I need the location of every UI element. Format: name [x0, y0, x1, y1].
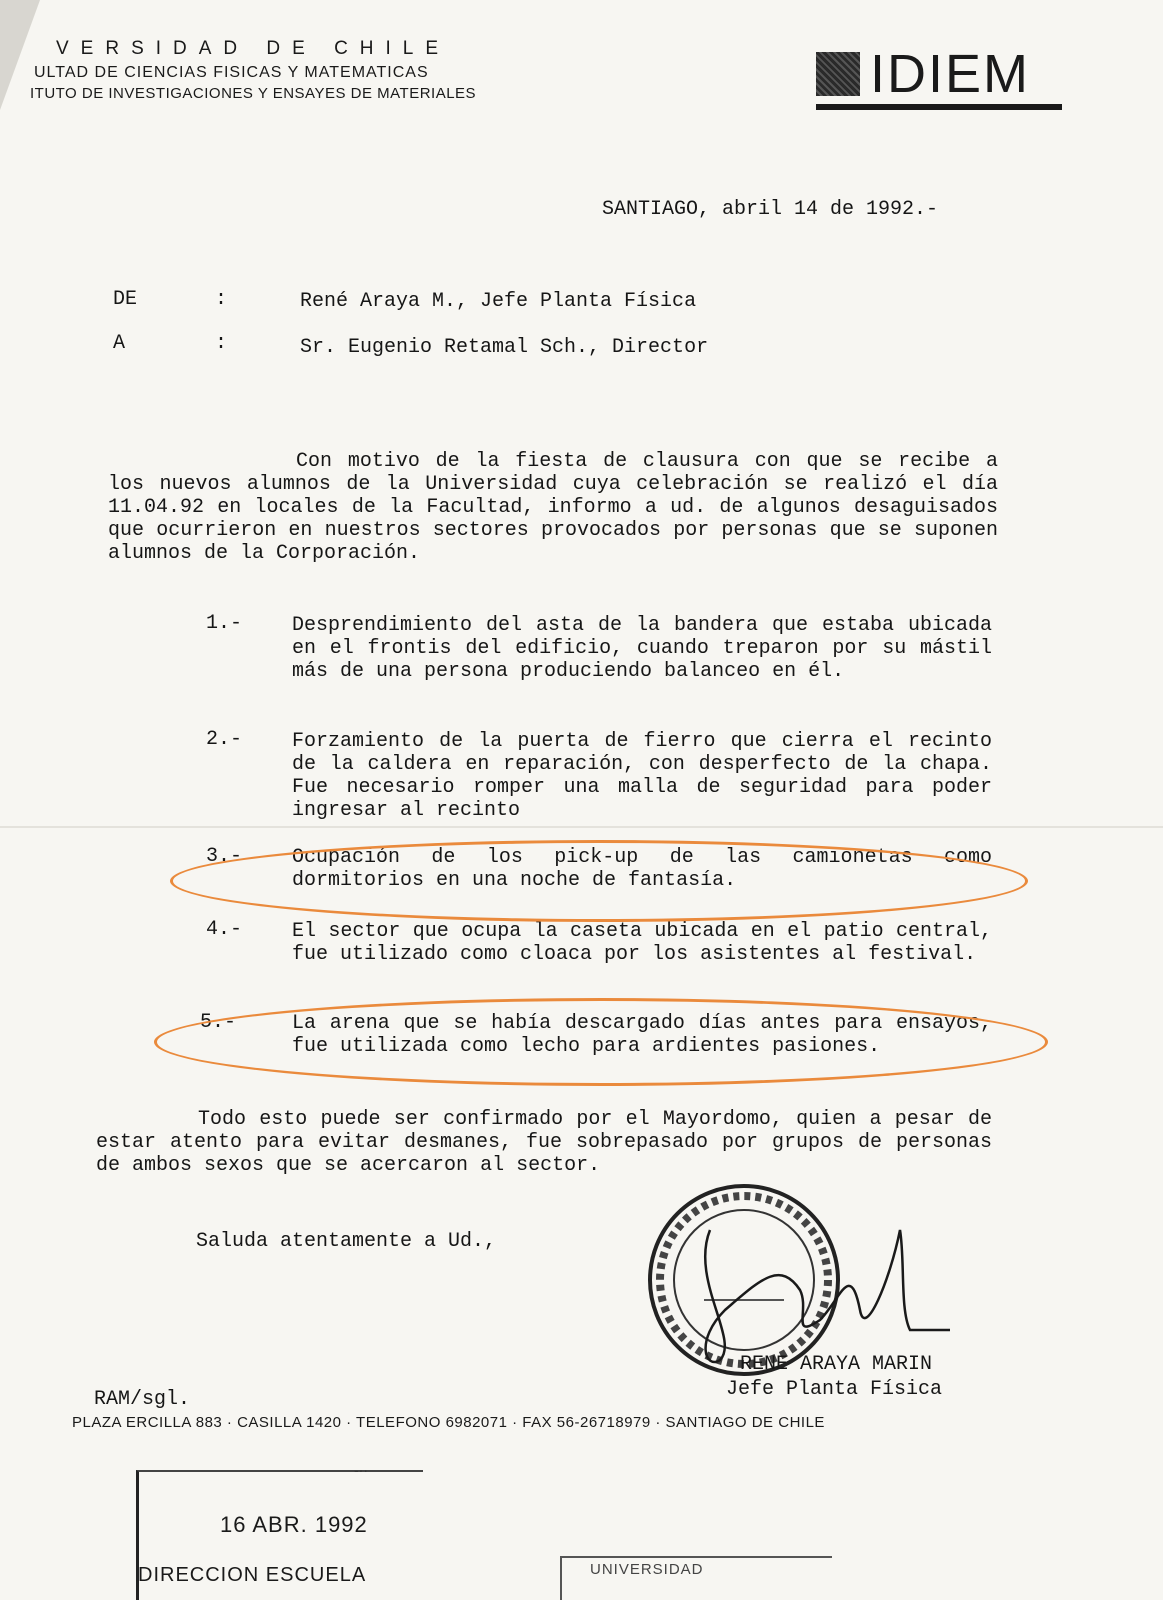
- from-colon: :: [215, 288, 228, 311]
- item-text: El sector que ocupa la caseta ubicada en el patio central, fue utilizado como cloaca por los asistentes al festival.: [292, 920, 992, 966]
- letter-date: SANTIAGO, abril 14 de 1992.-: [602, 198, 939, 221]
- idiem-logo: [816, 44, 1062, 112]
- stamp-dash: -··: [354, 1462, 368, 1478]
- logo-mark-icon: [816, 52, 860, 96]
- item-number: 1.-: [206, 612, 243, 635]
- from-value: René Araya M., Jefe Planta Física: [300, 290, 697, 313]
- from-label: DE: [113, 288, 138, 311]
- stamp-date: 16 ABR. 1992: [220, 1512, 368, 1537]
- item-number: 5.-: [200, 1011, 237, 1034]
- stamp-label: DIRECCION ESCUELA: [138, 1564, 367, 1586]
- item-text: Desprendimiento del asta de la bandera que estaba ubicada en el frontis del edificio, cuando treparon por su mástil más de una persona produciendo balanceo en él.: [292, 614, 992, 683]
- item-number: 2.-: [206, 728, 243, 751]
- to-colon: :: [215, 332, 228, 355]
- handwritten-signature-icon: [650, 1220, 970, 1370]
- item-text: Ocupación de los pick-up de las camionetas como dormitorios en una noche de fantasía.: [292, 846, 992, 892]
- signatory-title: Jefe Planta Física: [726, 1378, 943, 1401]
- reference-initials: RAM/sgl.: [94, 1388, 191, 1411]
- to-value: Sr. Eugenio Retamal Sch., Director: [300, 336, 709, 359]
- secondary-stamp-text: UNIVERSIDAD: [590, 1561, 704, 1578]
- item-text: Forzamiento de la puerta de fierro que cierra el recinto de la caldera en reparación, con desperfecto de la chapa. Fue necesario romper una malla de seguridad para poder ingresar al recinto: [292, 730, 992, 822]
- item-text: La arena que se había descargado días antes para ensayos, fue utilizada como lecho para ardientes pasiones.: [292, 1012, 992, 1058]
- signatory-name: RENE ARAYA MARIN: [740, 1353, 933, 1376]
- highlight-ellipse-item-5: [154, 998, 1048, 1086]
- item-number: 3.-: [206, 845, 243, 868]
- to-label: A: [113, 332, 126, 355]
- faculty-name: ULTAD DE CIENCIAS FISICAS Y MATEMATICAS: [34, 64, 429, 81]
- logo-underline: [816, 104, 1062, 110]
- closing-paragraph: Todo esto puede ser confirmado por el Mayordomo, quien a pesar de estar atento para evitar desmanes, fue sobrepasado por grupos de personas de ambos sexos que se acercaron al sector.: [96, 1108, 992, 1177]
- address-footer: PLAZA ERCILLA 883 · CASILLA 1420 · TELEFONO 6982071 · FAX 56-26718979 · SANTIAGO DE CHILE: [72, 1414, 825, 1431]
- institute-name: ITUTO DE INVESTIGACIONES Y ENSAYES DE MATERIALES: [30, 85, 477, 102]
- salutation: Saluda atentamente a Ud.,: [196, 1230, 497, 1253]
- highlight-ellipse-item-3: [170, 840, 1028, 922]
- intro-paragraph: Con motivo de la fiesta de clausura con que se recibe a los nuevos alumnos de la Universidad cuya celebración se realizó el día 11.04.92 en locales de la Facultad, informo a ud. de algunos desaguisados que ocurrieron en nuestros sectores provocados por personas que se suponen alumnos de la Corporación.: [108, 450, 998, 565]
- paper-fold: [0, 826, 1163, 828]
- item-number: 4.-: [206, 918, 243, 941]
- university-name: VERSIDAD DE CHILE: [56, 38, 451, 59]
- logo-text: IDIEM: [870, 44, 1031, 104]
